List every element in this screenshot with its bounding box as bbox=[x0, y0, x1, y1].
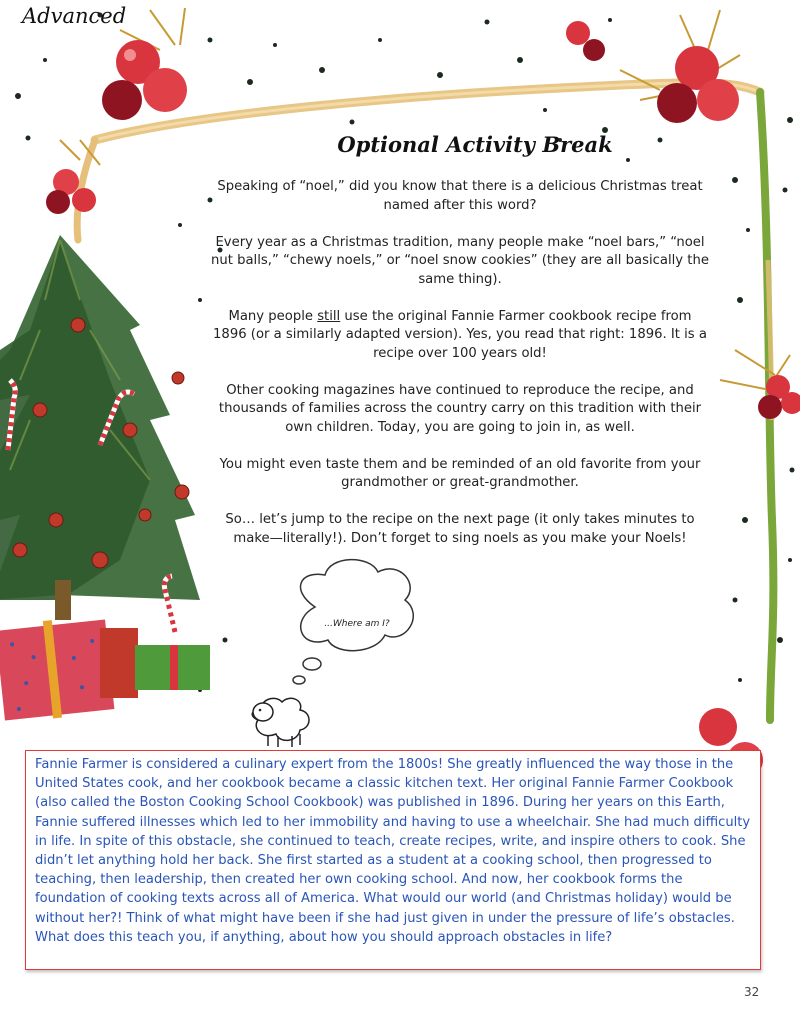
paragraph-2: Every year as a Christmas tradition, many people make “noel bars,” “noel nut balls,” “chewy noels,” or “noel snow cookies” (they are all basically the same thing). bbox=[211, 234, 709, 287]
paragraph-1: Speaking of “noel,” did you know that there is a delicious Christmas treat named after this word? bbox=[217, 179, 703, 213]
activity-text bbox=[210, 178, 710, 567]
paragraph-3-start: Many people bbox=[228, 308, 318, 324]
emphasis-still: still bbox=[317, 308, 341, 324]
paragraph-6: So… let’s jump to the recipe on the next page (it only takes minutes to make—literally!). Don’t forget to sing noels as you make your Noels! bbox=[225, 512, 695, 546]
paragraph-3-end: use the original Fannie Farmer cookbook recipe from 1896 (or a similarly adapted version). Yes, you read that right: 1896. It is a recipe over 100 years old! bbox=[213, 308, 707, 361]
thought-bubble-text: ...Where am I? bbox=[324, 619, 390, 629]
page-number: 32 bbox=[744, 985, 760, 999]
fannie-farmer-info-box: Fannie Farmer is considered a culinary expert from the 1800s! She greatly influenced the way those in the United States cook, and her cookbook became a classic kitchen text. Her original Fannie Farmer Cookbook (also called the Boston Cooking School Cookbook) was published in 1896. During her years on this Earth, Fannie suffered illnesses which led to her immobility and having to use a wheelchair. She had much difficulty in life. In spite of this obstacle, she continued to teach, create recipes, write, and inspire others to cook. She didn’t let anything hold her back. She first started as a student at a cooking school, then progressed to teaching, then leadership, then created her own cooking school. And now, her cookbook forms the foundation of cooking texts across all of America. What would our world (and Christmas holiday) would be without her?! Think of what might have been if she had just given in under the pressure of life’s obstacles. What does this teach you, if anything, about how you should approach obstacles in life? bbox=[25, 750, 761, 970]
paragraph-4: Other cooking magazines have continued to reproduce the recipe, and thousands of families across the country carry on this tradition with their own children. Today, you are going to join in, as well. bbox=[218, 382, 702, 435]
paragraph-5: You might even taste them and be reminded of an old favorite from your grandmother or great-grandmother. bbox=[219, 456, 701, 490]
page-title: Optional Activity Break bbox=[337, 132, 613, 157]
level-label: Advanced bbox=[22, 4, 127, 28]
paragraph-3 bbox=[210, 308, 710, 364]
